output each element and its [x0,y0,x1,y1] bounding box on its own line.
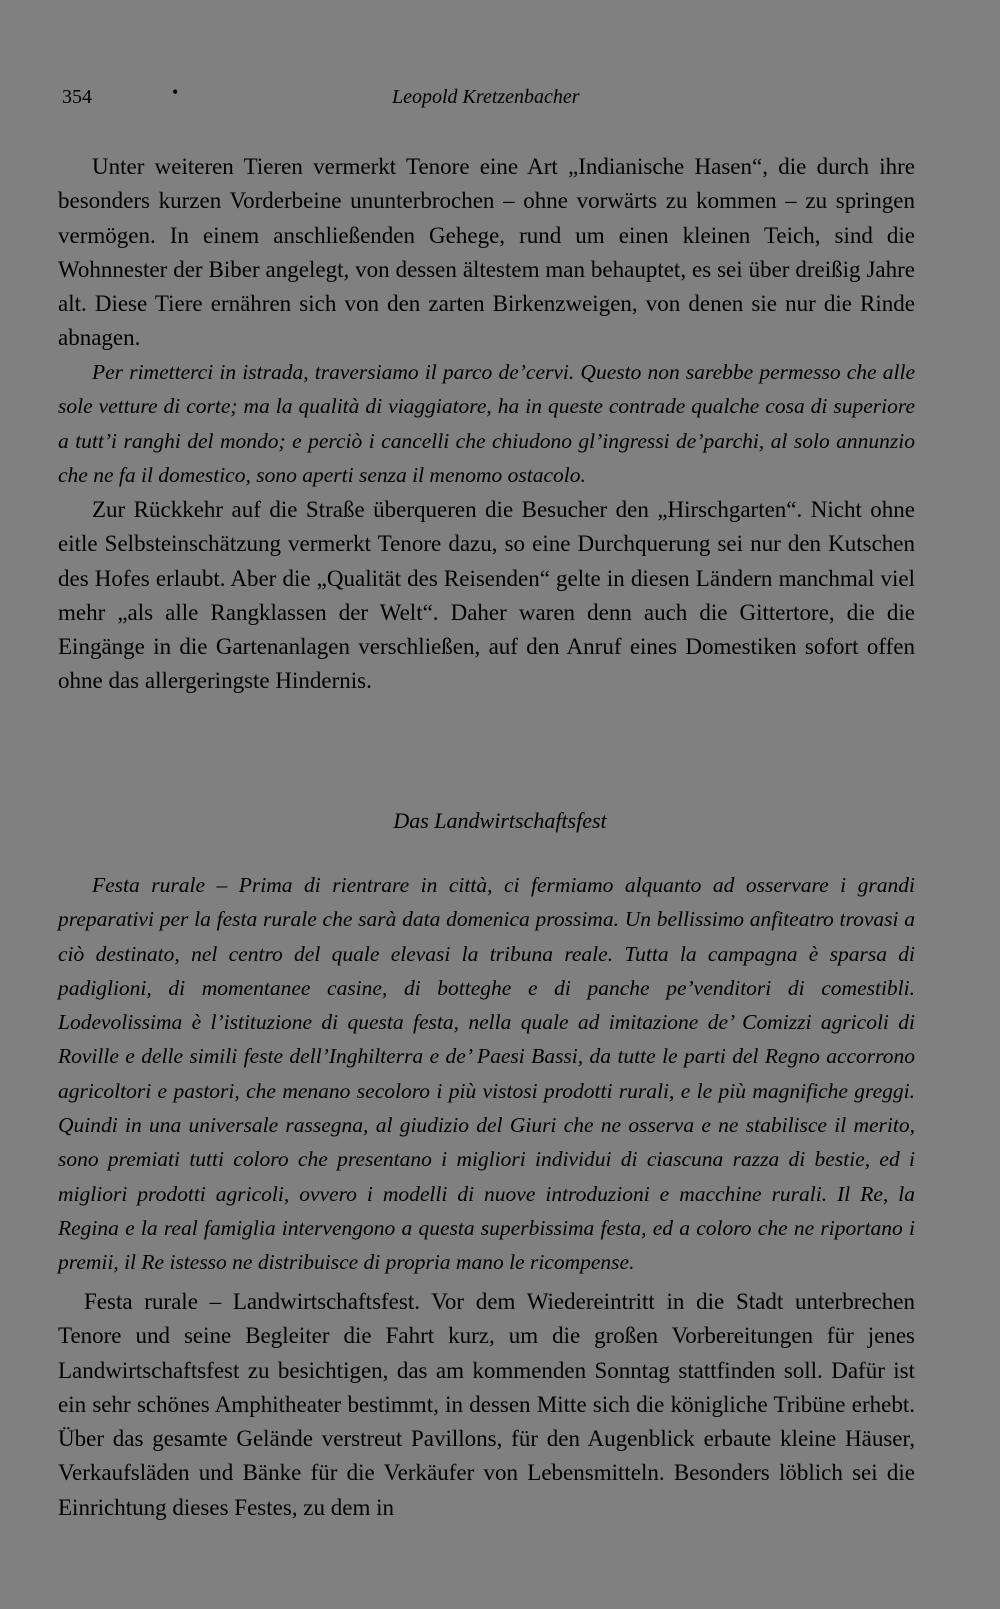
section-title: Das Landwirtschaftsfest [393,808,607,833]
paragraph-hasen-biber: Unter weiteren Tieren vermerkt Tenore eine Art „Indianische Hasen“, die durch ihre besonders kurzen Vorderbeine ununterbrochen – ohne vorwärts zu kommen – zu springen vermögen. In einem anschließenden Gehege, rund um einen kleinen Teich, sind die Wohnnester der Biber angelegt, von dessen ältestem man behauptet, es sei über dreißig Jahre alt. Diese Tiere ernähren sich von den zarten Birkenzweigen, von denen sie nur die Rinde abnagen. [58,154,915,351]
paragraph-landwirtschaftsfest: Festa rurale – Landwirtschaftsfest. Vor dem Wiedereintritt in die Stadt unterbrechen Tenore und seine Begleiter die Fahrt kurz, um die großen Vorbereitungen für jenes Landwirtschaftsfest zu besichtigen, das am kommenden Sonntag stattfinden soll. Dafür ist ein sehr schönes Amphitheater bestimmt, in dessen Mitte sich die königliche Tribüne erhebt. Über das gesamte Gelände verstreut Pavillons, für den Augenblick erbaute kleine Häuser, Verkaufsläden und Bänke für die Verkäufer von Lebensmitteln. Besonders löblich sei die Einrichtung dieses Festes, zu dem in [58,1289,915,1520]
paragraph-hirschgarten: Zur Rückkehr auf die Straße überqueren die Besucher den „Hirschgarten“. Nicht ohne eitle Selbsteinschätzung vermerkt Tenore dazu, so eine Durchquerung sei nur den Kutschen des Hofes erlaubt. Aber die „Qualität des Reisenden“ gelte in diesen Ländern manchmal viel mehr „als alle Rangklassen der Welt“. Daher waren denn auch die Gittertore, die die Eingänge in die Gartenanlagen verschließen, auf den Anruf eines Domestiken sofort offen ohne das allergeringste Hindernis. [58,497,915,694]
header-bullet: • [172,82,179,102]
quote-parco-de-cervi: Per rimetterci in istrada, traversiamo il parco de’cervi. Questo non sarebbe permesso che alle sole vetture di corte; ma la qualità di viaggiatore, ha in queste contrade qualche cosa di superiore a tutt’i ranghi del mondo; e perciò i cancelli che chiudono gl’ingressi de’parchi, al solo annunzio che ne fa il domestico, sono aperti senza il menomo ostacolo. [58,360,915,487]
quote-festa-rurale: Festa rurale – Prima di rientrare in città, ci fermiamo alquanto ad osservare i grandi preparativi per la festa rurale che sarà data domenica prossima. Un bellissimo anfiteatro trovasi a ciò destinato, nel centro del quale elevasi la tribuna reale. Tutta la campagna è sparsa di padiglioni, di momentanee casine, di botteghe e di panche pe’venditori di comestibli. Lodevolissima è l’istituzione di questa festa, nella quale ad imitazione de’ Comizzi agricoli di Roville e delle simili feste dell’Inghilterra e de’ Paesi Bassi, da tutte le parti del Regno accorrono agricoltori e pastori, che menano secoloro i più vistosi prodotti rurali, e le più magnifiche greggi. Quindi in una universale rassegna, al giudizio del Giuri che ne osserva e ne stabilisce il merito, sono premiati tutti coloro che presentano i migliori individui di ciascuna razza di bestie, ed i migliori prodotti agricoli, ovvero i modelli di nuove introduzioni e macchine rurali. Il Re, la Regina e la real famiglia intervengono a questa superbissima festa, ed a coloro che ne riportano i premii, il Re istesso ne distribuisce di propria mano le ricompense. [58,873,915,1275]
page-header [0,82,1000,112]
page-number: 354 [62,86,92,108]
running-head: Leopold Kretzenbacher [392,86,580,108]
